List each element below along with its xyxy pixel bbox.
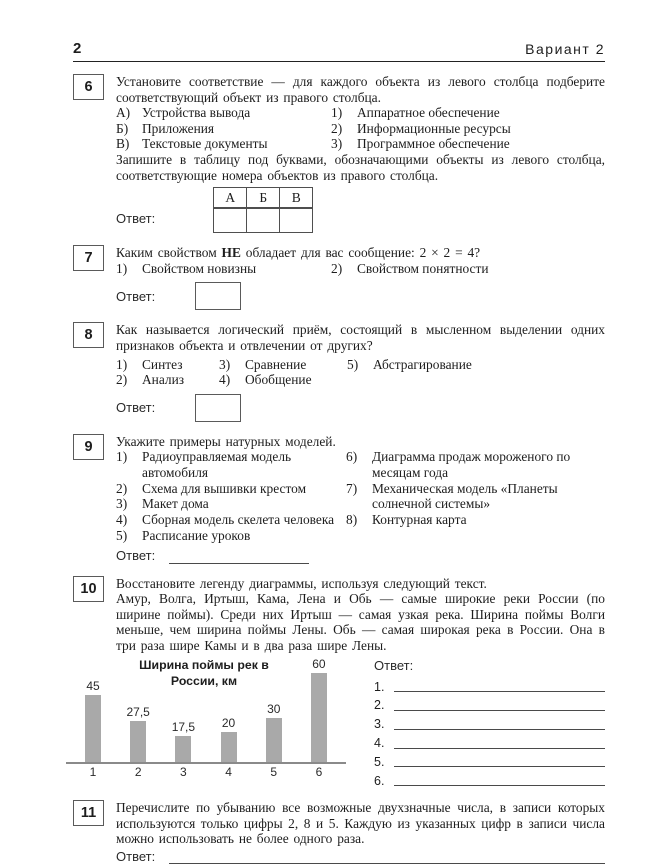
question-10-text: Амур, Волга, Иртыш, Кама, Лена и Обь — самые широкие реки России (по ширине поймы). Среди них Иртыш — самая узкая река. Ширина поймы Волги меньше, чем ширина поймы Лены. Обь — самая широкая река в России. Она в три раза шире Камы и в два раза шире Лены. bbox=[116, 591, 605, 653]
table-header-cell: А bbox=[214, 188, 247, 208]
question-6-text: Установите соответствие — для каждого объекта из левого столбца подберите соответствующий объект из правого столбца. bbox=[116, 74, 605, 105]
bar-column bbox=[300, 658, 338, 762]
bar-value-label: 45 bbox=[86, 679, 100, 694]
answer-line-item: 6. bbox=[374, 769, 605, 788]
chart-x-axis bbox=[66, 762, 346, 780]
answer-cell[interactable] bbox=[247, 208, 280, 233]
option-item: 3) Макет дома bbox=[116, 496, 209, 512]
option-item: 5) Расписание уроков bbox=[116, 527, 251, 543]
answer-line[interactable] bbox=[394, 772, 605, 786]
question-7-options bbox=[116, 261, 605, 277]
answer-box[interactable] bbox=[195, 282, 241, 310]
answer-label: Ответ: bbox=[116, 288, 156, 304]
question-6-answer-row bbox=[116, 187, 605, 233]
option-item: 4) Обобщение bbox=[219, 372, 312, 388]
option-item: 1) Радиоуправляемая модель автомобиля bbox=[116, 449, 292, 481]
bar bbox=[311, 673, 327, 762]
answer-line[interactable] bbox=[394, 735, 605, 749]
bar-value-label: 60 bbox=[312, 657, 326, 672]
question-10-answer-block bbox=[374, 658, 605, 788]
option-item: 8) Контурная карта bbox=[346, 512, 467, 528]
question-6-instruction: Запишите в таблицу под буквами, обозначающими объекты из левого столбца, соответствующие номера объектов из правого столбца. bbox=[116, 152, 605, 183]
bar bbox=[175, 736, 191, 762]
answer-label: Ответ: bbox=[116, 548, 156, 564]
question-8-text: Как называется логический приём, состоящий в мысленном выделении одних признаков объекта и отвлечении от других? bbox=[116, 322, 605, 353]
answer-label: Ответ: bbox=[374, 658, 414, 674]
option-item: 4) Сборная модель скелета человека bbox=[116, 512, 335, 528]
question-7-answer-row bbox=[116, 282, 605, 310]
table-header-cell: Б bbox=[247, 188, 280, 208]
answer-line-item: 5. bbox=[374, 751, 605, 770]
question-10 bbox=[73, 576, 605, 789]
answer-line[interactable] bbox=[394, 678, 605, 692]
bar-value-label: 27,5 bbox=[126, 705, 150, 720]
option-item: В) Текстовые документы bbox=[116, 136, 268, 152]
option-item: 2) Информационные ресурсы bbox=[331, 120, 511, 136]
answer-line[interactable] bbox=[169, 550, 309, 564]
page-number: 2 bbox=[73, 40, 82, 57]
answer-label: Ответ: bbox=[116, 211, 156, 227]
option-item: 6) Диаграмма продаж мороженого по месяцам года bbox=[346, 449, 571, 481]
question-10-number-box: 10 bbox=[73, 576, 104, 602]
bar-column bbox=[119, 706, 157, 762]
option-item: 2) Схема для вышивки крестом bbox=[116, 480, 307, 496]
variant-label: Вариант 2 bbox=[525, 41, 605, 57]
bar bbox=[85, 695, 101, 762]
answer-box[interactable] bbox=[195, 394, 241, 422]
option-item: 3) Программное обеспечение bbox=[331, 136, 510, 152]
x-axis-tick-label: 6 bbox=[315, 765, 323, 780]
answer-label: Ответ: bbox=[116, 400, 156, 416]
bar-column bbox=[164, 721, 202, 762]
question-9 bbox=[73, 434, 605, 564]
bar-column bbox=[74, 680, 112, 762]
option-item: А) Устройства вывода bbox=[116, 105, 251, 121]
option-item: 2) Анализ bbox=[116, 372, 185, 388]
answer-line-item: 2. bbox=[374, 694, 605, 713]
question-8-options bbox=[116, 357, 605, 388]
table-header-cell: В bbox=[280, 188, 313, 208]
x-axis-tick-label: 2 bbox=[134, 765, 142, 780]
answer-line-item: 3. bbox=[374, 713, 605, 732]
question-11 bbox=[73, 800, 605, 864]
answer-line[interactable] bbox=[394, 697, 605, 711]
question-6-options bbox=[116, 105, 605, 152]
chart-bars bbox=[66, 658, 346, 762]
question-7-number-box: 7 bbox=[73, 245, 104, 271]
question-9-answer-row bbox=[116, 548, 605, 563]
answer-label: Ответ: bbox=[116, 848, 156, 864]
option-item: 3) Сравнение bbox=[219, 356, 307, 372]
question-8-number-box: 8 bbox=[73, 322, 104, 348]
question-9-text: Укажите примеры натурных моделей. bbox=[116, 433, 336, 449]
bar-value-label: 30 bbox=[267, 702, 281, 717]
question-7-text: Каким свойством НЕ обладает для вас сообщение: 2 × 2 = 4? bbox=[116, 245, 481, 261]
question-6-number-box: 6 bbox=[73, 74, 104, 100]
option-item: 5) Абстрагирование bbox=[347, 356, 472, 372]
option-item: 1) Синтез bbox=[116, 356, 183, 372]
option-item: Б) Приложения bbox=[116, 120, 215, 136]
answer-cell[interactable] bbox=[214, 208, 247, 233]
x-axis-tick-label: 5 bbox=[270, 765, 278, 780]
question-11-number-box: 11 bbox=[73, 800, 104, 826]
bar-column bbox=[210, 717, 248, 762]
bar bbox=[221, 732, 237, 762]
answer-cell[interactable] bbox=[280, 208, 313, 233]
bar-value-label: 20 bbox=[221, 716, 236, 731]
chart-title: Ширина поймы рек в России, км bbox=[139, 658, 269, 688]
bar-chart bbox=[66, 658, 346, 788]
q6-answer-table bbox=[213, 187, 313, 233]
question-11-answer-row bbox=[116, 849, 605, 864]
option-item: 2) Свойством понятности bbox=[331, 260, 489, 276]
option-item: 7) Механическая модель «Планеты солнечной системы» bbox=[346, 480, 558, 512]
question-11-text: Перечислите по убыванию все возможные двухзначные числа, в записи которых используются только цифры 2, 8 и 5. Каждую из указанных цифр в записи числа можно использовать не более одного раза. bbox=[116, 800, 605, 847]
question-7 bbox=[73, 245, 605, 310]
question-8-answer-row bbox=[116, 394, 605, 422]
question-8 bbox=[73, 322, 605, 421]
question-9-number-box: 9 bbox=[73, 434, 104, 460]
x-axis-tick-label: 4 bbox=[225, 765, 232, 780]
answer-line[interactable] bbox=[394, 716, 605, 730]
x-axis-tick-label: 1 bbox=[89, 765, 97, 780]
answer-line[interactable] bbox=[169, 850, 605, 864]
question-9-options bbox=[116, 449, 605, 543]
option-item: 1) Аппаратное обеспечение bbox=[331, 105, 500, 121]
bar-value-label: 17,5 bbox=[171, 720, 196, 735]
bar bbox=[130, 721, 146, 762]
question-10-intro: Восстановите легенду диаграммы, используя следующий текст. bbox=[116, 575, 487, 591]
answer-line-item: 4. bbox=[374, 732, 605, 751]
page-header bbox=[73, 40, 605, 62]
x-axis-tick-label: 3 bbox=[180, 765, 187, 780]
option-item: 1) Свойством новизны bbox=[116, 260, 257, 276]
answer-line-item: 1. bbox=[374, 675, 605, 694]
question-6 bbox=[73, 74, 605, 233]
bar-column bbox=[255, 703, 293, 762]
emphasis: НЕ bbox=[221, 245, 241, 261]
answer-line[interactable] bbox=[394, 753, 605, 767]
bar bbox=[266, 718, 282, 762]
